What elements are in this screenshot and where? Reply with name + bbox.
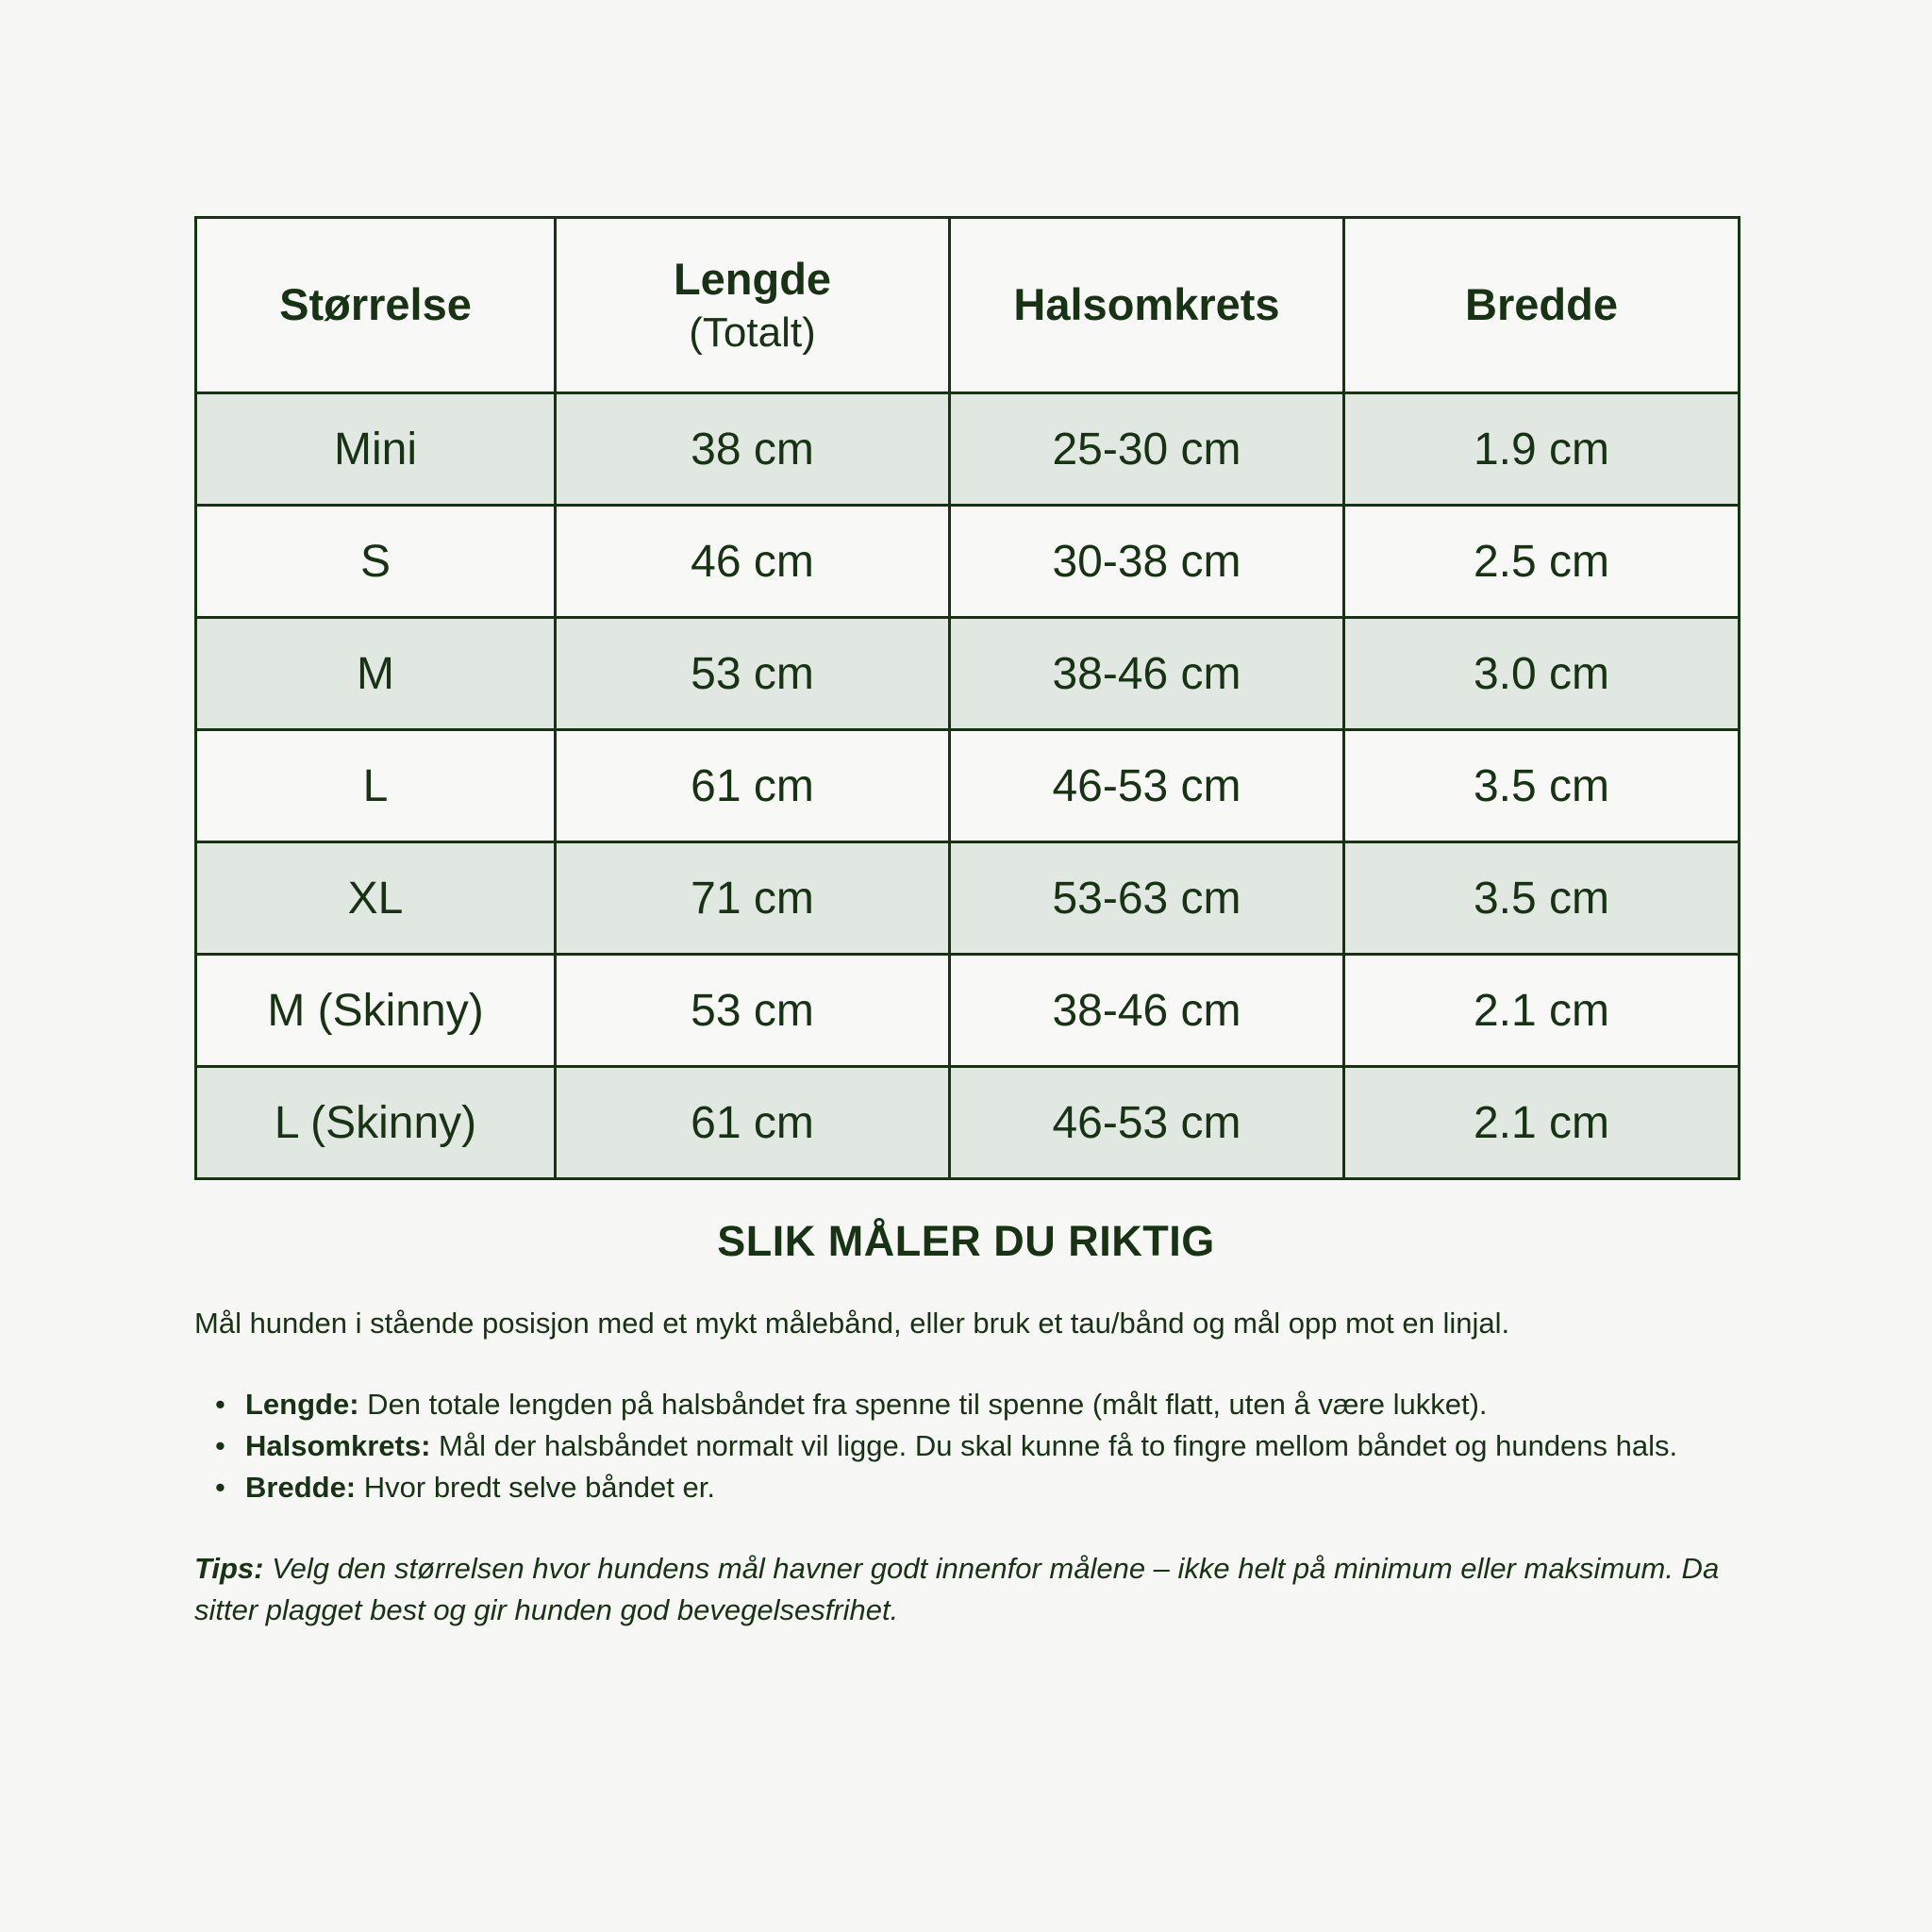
size-table (194, 216, 1740, 1180)
header-width (1344, 218, 1740, 393)
cell-neck: 38-46 cm (950, 955, 1344, 1067)
measurement-list (194, 1384, 1738, 1508)
cell-size: XL (196, 842, 556, 955)
table-row (196, 393, 1740, 506)
header-length-sublabel: (Totalt) (689, 309, 816, 357)
cell-size: S (196, 506, 556, 618)
table-row (196, 1067, 1740, 1179)
cell-length: 53 cm (556, 618, 950, 730)
cell-neck: 25-30 cm (950, 393, 1344, 506)
cell-width: 2.1 cm (1344, 955, 1740, 1067)
header-neck (950, 218, 1344, 393)
tip-label: Tips: (194, 1552, 264, 1585)
list-item-term: Lengde: (245, 1388, 359, 1421)
cell-size: L (Skinny) (196, 1067, 556, 1179)
cell-width: 3.0 cm (1344, 618, 1740, 730)
guide-title: SLIK MÅLER DU RIKTIG (717, 1217, 1215, 1265)
list-item-text: Mål der halsbåndet normalt vil ligge. Du skal kunne få to fingre mellom båndet og hundens hals. (430, 1429, 1678, 1462)
table-row (196, 730, 1740, 842)
header-size-label: Størrelse (279, 279, 472, 330)
cell-size: M (196, 618, 556, 730)
cell-width: 2.5 cm (1344, 506, 1740, 618)
cell-width: 1.9 cm (1344, 393, 1740, 506)
intro-text: Mål hunden i stående posisjon med et mykt målebånd, eller bruk et tau/bånd og mål opp mot en linjal. (194, 1307, 1510, 1340)
cell-neck: 46-53 cm (950, 1067, 1344, 1179)
header-length (556, 218, 950, 393)
table-header-row (196, 218, 1740, 393)
list-item (215, 1467, 1738, 1508)
cell-length: 53 cm (556, 955, 950, 1067)
cell-width: 3.5 cm (1344, 842, 1740, 955)
table-row (196, 955, 1740, 1067)
header-size (196, 218, 556, 393)
cell-length: 61 cm (556, 1067, 950, 1179)
table-row (196, 842, 1740, 955)
bullet-icon: • (215, 1388, 225, 1421)
cell-width: 2.1 cm (1344, 1067, 1740, 1179)
bullet-icon: • (215, 1429, 225, 1462)
list-item-term: Halsomkrets: (245, 1429, 431, 1462)
tip-paragraph (194, 1548, 1738, 1631)
cell-width: 3.5 cm (1344, 730, 1740, 842)
tip-text: Velg den størrelsen hvor hundens mål havner godt innenfor målene – ikke helt på minimum eller maksimum. Da sitter plagget best og gir hunden god bevegelsesfrihet. (194, 1552, 1720, 1626)
list-item-text: Hvor bredt selve båndet er. (356, 1471, 715, 1504)
header-length-label: Lengde (673, 253, 832, 304)
table-row (196, 506, 1740, 618)
cell-size: Mini (196, 393, 556, 506)
cell-neck: 46-53 cm (950, 730, 1344, 842)
bullet-icon: • (215, 1471, 225, 1504)
cell-neck: 30-38 cm (950, 506, 1344, 618)
list-item (215, 1384, 1738, 1425)
list-item-term: Bredde: (245, 1471, 357, 1504)
list-item (215, 1425, 1738, 1467)
list-item-text: Den totale lengden på halsbåndet fra spenne til spenne (målt flatt, uten å være lukket). (358, 1388, 1488, 1421)
cell-length: 61 cm (556, 730, 950, 842)
cell-neck: 38-46 cm (950, 618, 1344, 730)
cell-neck: 53-63 cm (950, 842, 1344, 955)
cell-size: M (Skinny) (196, 955, 556, 1067)
cell-length: 46 cm (556, 506, 950, 618)
cell-size: L (196, 730, 556, 842)
cell-length: 38 cm (556, 393, 950, 506)
header-width-label: Bredde (1465, 279, 1618, 330)
cell-length: 71 cm (556, 842, 950, 955)
header-neck-label: Halsomkrets (1013, 279, 1280, 330)
size-guide (194, 216, 1738, 1631)
table-row (196, 618, 1740, 730)
